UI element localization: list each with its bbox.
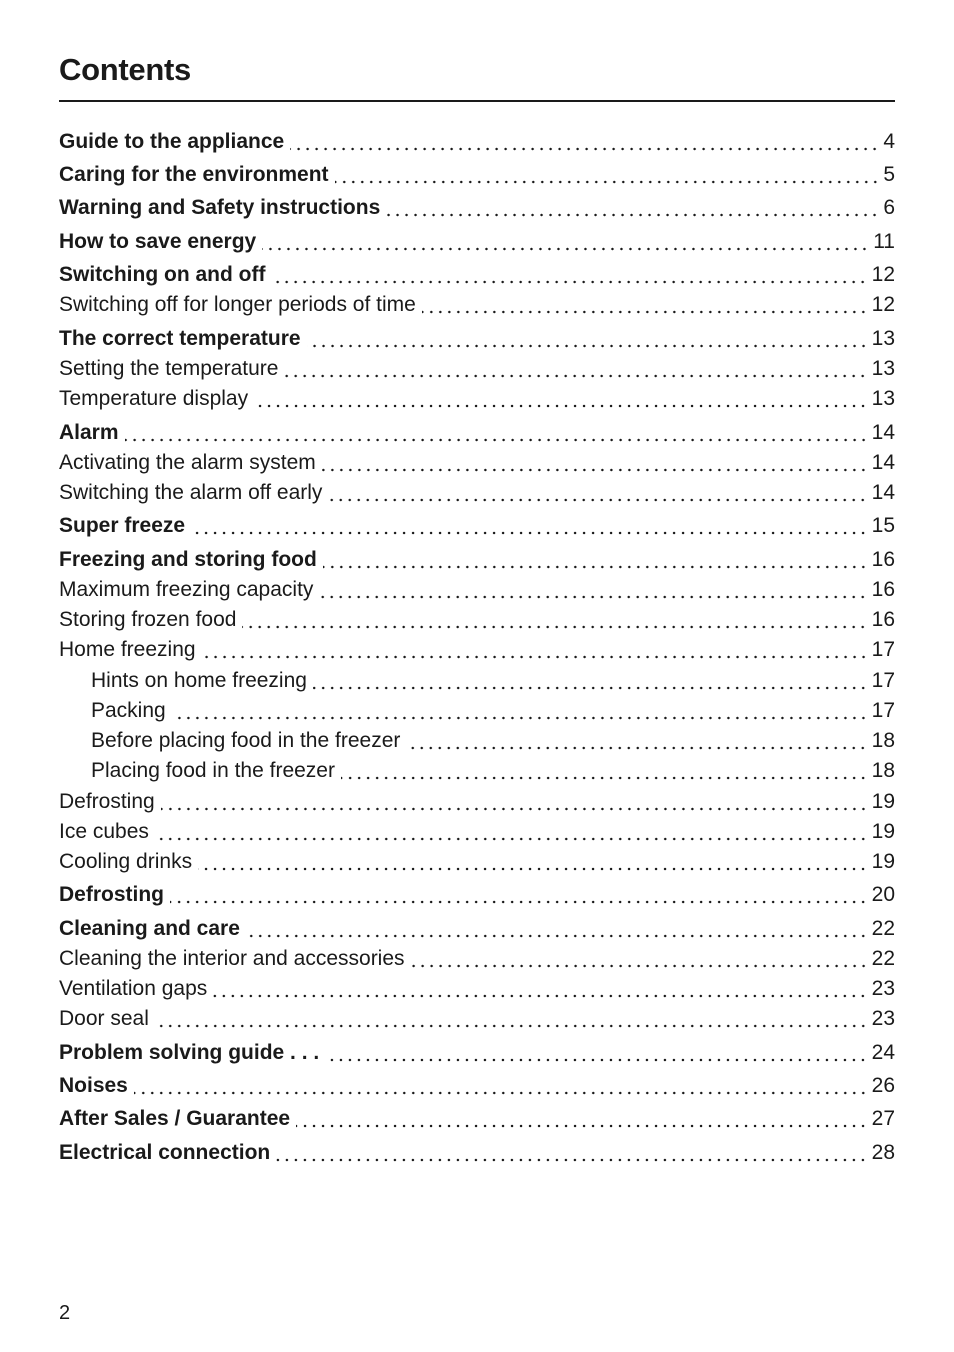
toc-entry[interactable] [59,324,895,354]
toc-entry-title: Before placing food in the freezer [91,729,401,752]
dot-leader [341,760,868,780]
toc-entry-title: Activating the alarm system [59,451,316,474]
dot-leader [172,700,868,720]
toc-entry[interactable] [59,944,895,974]
dot-leader [271,264,867,284]
dot-leader [262,231,869,251]
toc-entry-title: Switching the alarm off early [59,481,323,504]
toc-entry-page: 20 [871,883,895,906]
toc-entry-page: 19 [871,820,895,843]
toc-entry-title: Temperature display [59,387,249,410]
toc-entry-title: Freezing and storing food [59,548,317,571]
toc-entry-page: 15 [871,514,895,537]
toc-entry-title: The correct temperature [59,327,301,350]
toc-entry-title: Defrosting [59,883,164,906]
toc-entry-title: How to save energy [59,230,257,253]
toc-entry-page: 4 [883,130,895,153]
toc-entry[interactable] [59,1004,895,1034]
toc-entry-page: 16 [871,608,895,631]
dot-leader [202,639,868,659]
toc-entry-page: 23 [871,977,895,1000]
toc-entry-title: Switching off for longer periods of time [59,293,416,316]
toc-entry[interactable] [59,1104,895,1134]
toc-entry-title: Home freezing [59,638,196,661]
toc-entry-title: Problem solving guide . . . [59,1041,320,1064]
toc-entry-title: Maximum freezing capacity [59,578,314,601]
toc-entry[interactable] [59,847,895,877]
toc-entry[interactable] [59,817,895,847]
toc-entry[interactable] [59,511,895,541]
toc-entry[interactable] [59,384,895,414]
toc-entry-title: Caring for the environment [59,163,329,186]
toc-entry-title: After Sales / Guarantee [59,1107,291,1130]
dot-leader [155,821,868,841]
toc-entry-title: Noises [59,1074,128,1097]
toc-entry-title: Cleaning the interior and accessories [59,947,405,970]
toc-entry[interactable] [59,1038,895,1068]
toc-entry-page: 13 [871,327,895,350]
page-title: Contents [59,52,191,87]
toc-entry[interactable] [59,880,895,910]
dot-leader [328,482,867,502]
toc-entry-page: 26 [871,1074,895,1097]
toc-entry-title: Warning and Safety instructions [59,196,381,219]
page-number: 2 [59,1302,71,1324]
dot-leader [307,328,868,348]
toc-entry-title: Packing [91,699,166,722]
dot-leader [290,131,879,151]
toc-entry-title: Defrosting [59,790,155,813]
toc-entry[interactable] [59,605,895,635]
toc-entry-title: Switching on and off [59,263,266,286]
toc-entry-page: 22 [871,917,895,940]
toc-entry-page: 18 [871,729,895,752]
toc-entry[interactable] [91,756,895,786]
toc-entry-page: 19 [871,850,895,873]
toc-entry-title: Door seal [59,1007,149,1030]
toc-entry-page: 12 [871,293,895,316]
dot-leader [161,791,868,811]
dot-leader [134,1075,868,1095]
dot-leader [246,918,868,938]
toc-entry-page: 24 [871,1041,895,1064]
toc-entry[interactable] [59,635,895,665]
toc-entry[interactable] [59,354,895,384]
toc-entry[interactable] [59,127,895,157]
toc-entry-title: Electrical connection [59,1141,271,1164]
dot-leader [125,422,868,442]
toc-entry[interactable] [59,448,895,478]
dot-leader [386,197,879,217]
toc-entry-page: 18 [871,759,895,782]
toc-entry[interactable] [59,974,895,1004]
toc-entry-title: Cooling drinks [59,850,193,873]
toc-entry-title: Hints on home freezing [91,669,307,692]
toc-entry-page: 19 [871,790,895,813]
dot-leader [323,549,868,569]
toc-entry-title: Ice cubes [59,820,149,843]
toc-entry[interactable] [59,914,895,944]
toc-entry[interactable] [59,290,895,320]
dot-leader [313,670,868,690]
toc-entry-page: 14 [871,481,895,504]
toc-entry-page: 13 [871,387,895,410]
dot-leader [322,452,868,472]
toc-entry-title: Setting the temperature [59,357,279,380]
toc-entry[interactable] [59,418,895,448]
toc-entry[interactable] [59,545,895,575]
toc-entry-title: Ventilation gaps [59,977,208,1000]
toc-entry-page: 27 [871,1107,895,1130]
dot-leader [411,948,868,968]
toc-entry-page: 17 [871,699,895,722]
dot-leader [422,294,868,314]
toc-entry-page: 17 [871,638,895,661]
toc-entry-title: Alarm [59,421,119,444]
toc-entry-page: 13 [871,357,895,380]
toc-entry-page: 14 [871,421,895,444]
toc-entry-title: Guide to the appliance [59,130,285,153]
dot-leader [276,1142,867,1162]
toc-entry-title: Placing food in the freezer [91,759,335,782]
dot-leader [242,609,867,629]
toc-entry-page: 16 [871,548,895,571]
toc-entry-page: 16 [871,578,895,601]
toc-entry[interactable] [59,160,895,190]
toc-entry-page: 12 [871,263,895,286]
table-of-contents [59,0,895,1352]
toc-entry[interactable] [91,726,895,756]
toc-entry[interactable] [91,666,895,696]
dot-leader [213,978,867,998]
toc-entry-page: 28 [871,1141,895,1164]
dot-leader [406,730,867,750]
dot-leader [155,1008,868,1028]
toc-entry[interactable] [59,787,895,817]
dot-leader [191,515,868,535]
dot-leader [284,358,867,378]
toc-entry[interactable] [59,227,895,257]
dot-leader [170,884,868,904]
dot-leader [296,1108,868,1128]
toc-entry-page: 23 [871,1007,895,1030]
toc-entry-page: 14 [871,451,895,474]
toc-entry[interactable] [59,575,895,605]
toc-entry-page: 11 [873,230,895,253]
toc-entry-page: 5 [883,163,895,186]
toc-entry[interactable] [91,696,895,726]
toc-entry-page: 17 [871,669,895,692]
dot-leader [335,164,880,184]
toc-entry[interactable] [59,1138,895,1168]
toc-entry-title: Super freeze [59,514,186,537]
dot-leader [325,1042,867,1062]
dot-leader [198,851,868,871]
toc-entry[interactable] [59,478,895,508]
dot-leader [254,388,868,408]
dot-leader [319,579,867,599]
toc-entry-page: 22 [871,947,895,970]
toc-entry[interactable] [59,193,895,223]
toc-entry-title: Storing frozen food [59,608,237,631]
toc-entry-title: Cleaning and care [59,917,240,940]
toc-entry[interactable] [59,1071,895,1101]
toc-entry[interactable] [59,260,895,290]
toc-entry-page: 6 [883,196,895,219]
